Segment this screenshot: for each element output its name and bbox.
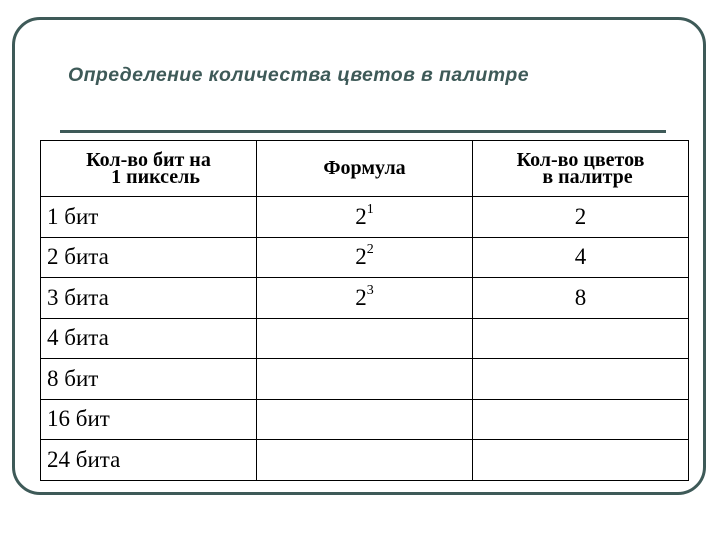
bits-cell: 16 бит: [41, 399, 257, 440]
formula-cell: [257, 399, 473, 440]
formula-exponent: 3: [366, 282, 374, 298]
slide-title: Определение количества цветов в палитре: [68, 64, 529, 86]
formula-base: 2: [355, 244, 367, 270]
formula-exponent: 1: [366, 201, 374, 217]
bits-cell: 8 бит: [41, 359, 257, 400]
colors-cell: [473, 399, 689, 440]
bits-cell: 1 бит: [41, 197, 257, 238]
table-row: [41, 197, 689, 238]
table-row: [41, 237, 689, 278]
formula-cell: [257, 318, 473, 359]
colors-cell: 2: [473, 197, 689, 238]
colors-cell: [473, 359, 689, 400]
colors-cell: 8: [473, 278, 689, 319]
formula-exponent: 2: [366, 242, 374, 258]
colors-cell: [473, 440, 689, 481]
header-bits-line2: 1 пиксель: [111, 165, 200, 188]
formula-cell: [257, 197, 473, 238]
table-row: [41, 399, 689, 440]
table-row: [41, 278, 689, 319]
header-colors-line2: в палитре: [542, 165, 633, 188]
header-bits: [41, 141, 257, 197]
colors-cell: 4: [473, 237, 689, 278]
header-colors-line1: Кол-во цветов: [516, 148, 645, 171]
header-formula: Формула: [257, 141, 473, 197]
formula-cell: [257, 237, 473, 278]
bits-colors-table: [40, 140, 689, 481]
formula-base: 2: [355, 284, 367, 310]
bits-cell: 24 бита: [41, 440, 257, 481]
table-row: [41, 359, 689, 400]
header-bits-line1: Кол-во бит на: [86, 148, 211, 171]
title-divider: [60, 130, 666, 133]
table-row: [41, 440, 689, 481]
formula-cell: [257, 440, 473, 481]
colors-cell: [473, 318, 689, 359]
header-colors: [473, 141, 689, 197]
bits-cell: 2 бита: [41, 237, 257, 278]
formula-cell: [257, 359, 473, 400]
formula-base: 2: [355, 203, 367, 229]
formula-cell: [257, 278, 473, 319]
bits-cell: 3 бита: [41, 278, 257, 319]
table-row: [41, 318, 689, 359]
table-header-row: [41, 141, 689, 197]
bits-cell: 4 бита: [41, 318, 257, 359]
